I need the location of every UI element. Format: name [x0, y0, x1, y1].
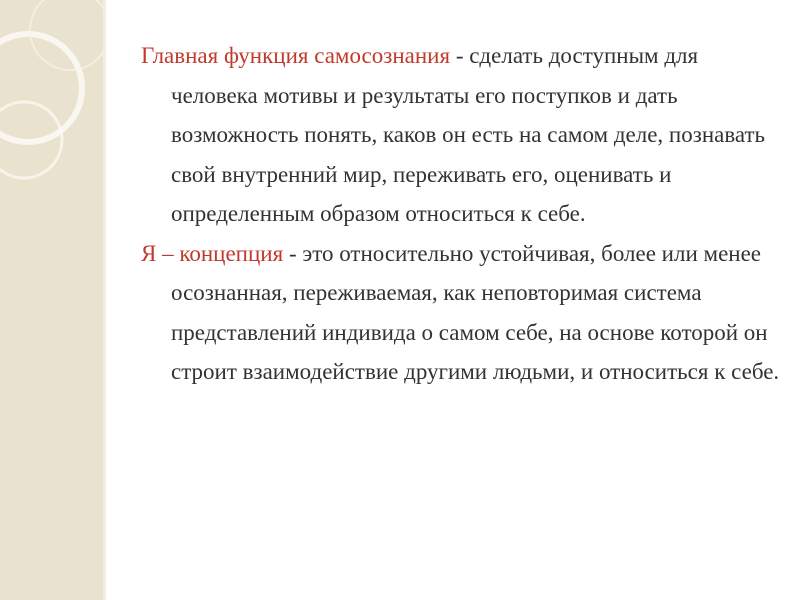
slide-body [141, 36, 781, 392]
side-divider [103, 0, 106, 600]
term-self-concept: Я – концепция [141, 240, 284, 266]
term-self-awareness: Главная функция самосознания [141, 43, 451, 68]
decorative-side-band [0, 0, 103, 600]
paragraph-self-concept [141, 234, 781, 392]
decorative-rings-graphic [0, 0, 103, 600]
definition-self-concept: - это относительно устойчивая, более или менее осознанная, переживаемая, как неповторимая система представлений индивида о самом себе, на основе которой он строит взаимодействие другими людьми, и относиться к себе. [171, 240, 780, 384]
definition-self-awareness: - сделать доступным для человека мотивы и результаты его поступков и дать возможность понять, каков он есть на самом деле, познавать свой внутренний мир, переживать его, оценивать и определенным образом относиться к себе. [171, 43, 766, 226]
paragraph-self-awareness [141, 36, 781, 234]
